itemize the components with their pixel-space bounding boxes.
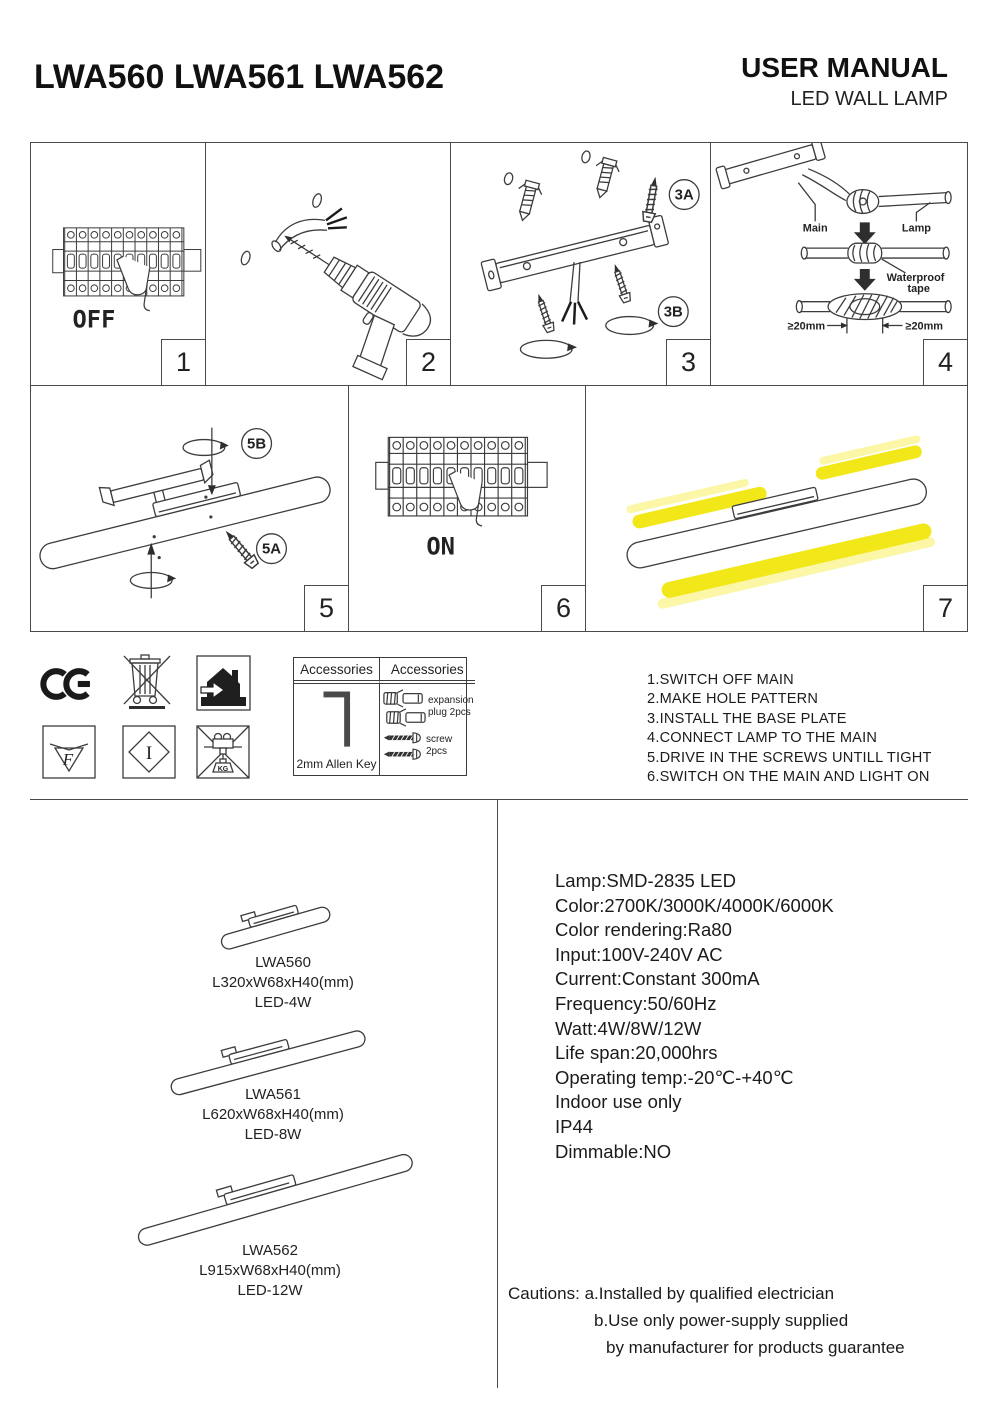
screw-label: screw 2pcs (425, 734, 453, 757)
step-panel-6 (348, 385, 586, 632)
lamp-glowing-illustration (586, 386, 967, 631)
step-number-2: 2 (406, 339, 451, 386)
waterproof-tape-label-2: tape (907, 282, 930, 295)
instruction-line-6: 6.SWITCH ON THE MAIN AND LIGHT ON (647, 769, 930, 786)
step-panel-4 (710, 142, 968, 386)
lwa560-power: LED-4W (254, 994, 312, 1011)
step-number-3: 3 (666, 339, 711, 386)
insulation-letter: I (145, 743, 153, 764)
spec-frequency: Frequency:50/60Hz (555, 992, 717, 1014)
manual-subtitle: LED WALL LAMP (790, 88, 948, 110)
instruction-list (647, 671, 932, 787)
expansion-plug-icon (382, 687, 426, 727)
instruction-panel-grid (30, 142, 968, 632)
callout-3b: 3B (663, 304, 683, 321)
manual-title: USER MANUAL (741, 52, 948, 83)
weee-bin-icon (121, 652, 173, 710)
lwa560-label (173, 953, 393, 1013)
dimension-left-label: ≥20mm (787, 320, 826, 333)
allen-key-cell (294, 684, 380, 775)
plugs-screws-cell (380, 684, 475, 775)
spec-operating-temp: Operating temp:-20℃-+40℃ (555, 1066, 794, 1088)
f-mark-letter: F (62, 750, 74, 769)
kg-letter: KG (217, 766, 229, 773)
caution-line-a (508, 1280, 905, 1307)
accessories-header-right: Accessories (380, 658, 475, 684)
page-title-models: LWA560 LWA561 LWA562 (34, 58, 445, 96)
plug-label-line1: expansion (428, 695, 474, 706)
spec-watt: Watt:4W/8W/12W (555, 1017, 702, 1039)
spec-input: Input:100V-240V AC (555, 943, 723, 965)
main-wire-label: Main (802, 222, 828, 235)
lwa562-label (160, 1241, 380, 1301)
lwa561-dimensions: L620xW68xH40(mm) (202, 1106, 344, 1123)
specifications-list (555, 869, 834, 1164)
step-number-1: 1 (161, 339, 206, 386)
lamp-wire-label: Lamp (901, 222, 931, 235)
lwa561-power: LED-8W (244, 1126, 302, 1143)
lamp-mounting-illustration (31, 386, 348, 631)
lwa560-model: LWA560 (255, 954, 311, 971)
lwa562-model: LWA562 (242, 1242, 298, 1259)
lwa561-label (163, 1085, 383, 1145)
instruction-line-4: 4.CONNECT LAMP TO THE MAIN (647, 730, 878, 747)
spec-lamp: Lamp:SMD-2835 LED (555, 870, 736, 891)
dimension-right-label: ≥20mm (905, 320, 944, 333)
instruction-line-1: 1.SWITCH OFF MAIN (647, 672, 794, 688)
waterproof-tape-label-1: Waterproof (886, 271, 945, 284)
on-label: ON (426, 532, 455, 561)
horizontal-divider (30, 799, 968, 800)
callout-5a: 5A (261, 541, 281, 558)
screw-icon (382, 730, 424, 762)
lwa562-drawing (128, 1146, 426, 1250)
spec-indoor-use: Indoor use only (555, 1091, 682, 1113)
step-panel-1 (30, 142, 206, 386)
step-number-6: 6 (541, 585, 586, 632)
cautions-block (508, 1280, 905, 1361)
lwa560-dimensions: L320xW68xH40(mm) (212, 974, 354, 991)
callout-5b: 5B (247, 436, 267, 453)
step-number-4: 4 (923, 339, 968, 386)
f-mark-icon (42, 725, 96, 779)
ce-mark-icon (40, 664, 94, 704)
allen-key-label: 2mm Allen Key (296, 757, 377, 771)
step-panel-3 (450, 142, 711, 386)
step-panel-2 (205, 142, 451, 386)
instruction-line-5: 5.DRIVE IN THE SCREWS UNTILL TIGHT (647, 749, 932, 766)
lwa560-drawing (212, 893, 344, 959)
plug-label-line2: plug 2pcs (428, 707, 471, 718)
spec-life-span: Life span:20,000hrs (555, 1042, 718, 1064)
no-weight-icon (196, 725, 250, 779)
off-label: OFF (72, 305, 116, 334)
step-panel-5 (30, 385, 349, 632)
class-insulation-icon (122, 725, 176, 779)
lwa562-dimensions: L915xW68xH40(mm) (199, 1262, 341, 1279)
lwa561-model: LWA561 (245, 1086, 301, 1103)
step-number-7: 7 (923, 585, 968, 632)
spec-ip-rating: IP44 (555, 1115, 594, 1137)
accessories-header-left: Accessories (294, 658, 380, 684)
vertical-divider (497, 800, 498, 1388)
caution-item-a: a.Installed by qualified electrician (584, 1284, 835, 1303)
step-number-5: 5 (304, 585, 349, 632)
cautions-label: Cautions: (508, 1284, 580, 1303)
spec-current: Current:Constant 300mA (555, 968, 760, 990)
spec-color-rendering: Color rendering:Ra80 (555, 919, 732, 941)
accessories-table (293, 657, 474, 776)
step-panel-7 (585, 385, 968, 632)
callout-3a: 3A (674, 187, 694, 204)
lwa562-power: LED-12W (237, 1282, 303, 1299)
instruction-line-3: 3.INSTALL THE BASE PLATE (647, 710, 847, 727)
caution-item-b-line1: b.Use only power-supply supplied (594, 1311, 849, 1330)
instruction-line-2: 2.MAKE HOLE PATTERN (647, 691, 819, 708)
spec-dimmable: Dimmable:NO (555, 1140, 672, 1162)
caution-item-b-line2: by manufacturer for products guarantee (606, 1338, 905, 1357)
indoor-use-icon (196, 655, 251, 711)
spec-color: Color:2700K/3000K/4000K/6000K (555, 894, 834, 916)
allen-key-icon (314, 686, 360, 750)
